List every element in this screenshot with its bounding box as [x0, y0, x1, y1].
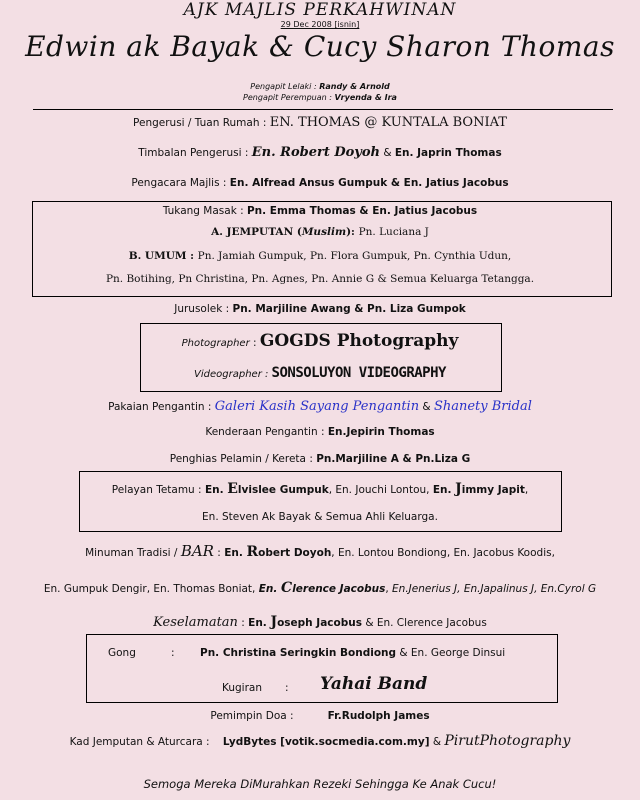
pelayan-line-2: En. Steven Ak Bayak & Semua Ahli Keluarga.: [202, 511, 438, 523]
minuman-en: En.: [224, 547, 247, 559]
minuman-line2-a: En. Gumpuk Dengir, En. Thomas Boniat,: [43, 583, 259, 595]
minuman-label: Minuman Tradisi /: [85, 547, 181, 559]
pengapit-perempuan: [0, 93, 640, 102]
minuman-name: obert Doyoh: [258, 547, 332, 559]
gong-sep: :: [171, 647, 175, 659]
photographer-sep: :: [249, 337, 260, 349]
pelayan-cap-j: J: [455, 481, 462, 497]
kad-sep: &: [429, 736, 445, 748]
pelayan-en-1: En.: [204, 484, 228, 496]
jemputan-value: Pn. Luciana J: [358, 226, 429, 238]
tukang-masak-value: Pn. Emma Thomas & En. Jatius Jacobus: [246, 205, 478, 217]
pelayan-label: Pelayan Tetamu :: [111, 484, 205, 496]
keselamatan-cap-j: J: [270, 614, 278, 630]
pengacara-label: Pengacara Majlis :: [131, 177, 230, 189]
penghias-value: Pn.Marjiline A & Pn.Liza G: [316, 453, 471, 465]
minuman-cap-c: C: [281, 580, 293, 596]
pengerusi-label: Pengerusi / Tuan Rumah :: [133, 117, 270, 129]
kenderaan-row: [0, 426, 640, 438]
jemputan-label-a: A. JEMPUTAN (: [211, 226, 302, 238]
event-date: 29 Dec 2008 [isnin]: [280, 20, 360, 29]
keselamatan-name: oseph Jacobus: [277, 617, 362, 629]
pengerusi-row: [0, 115, 640, 130]
timbalan-value-2: En. Japrin Thomas: [394, 147, 502, 159]
minuman-row-2: [0, 580, 640, 596]
pengapit-lelaki: [0, 82, 640, 91]
kad-value-1: LydBytes [votik.socmedia.com.my]: [222, 736, 430, 748]
keselamatan-sep: :: [237, 617, 249, 629]
umum-row-2: [0, 273, 640, 285]
photographer-row: [0, 331, 640, 351]
keselamatan-label: Keselamatan: [153, 615, 238, 630]
jurusolek-value: Pn. Marjiline Awang & Pn. Liza Gumpok: [232, 303, 466, 315]
photographer-label: Photographer: [181, 338, 250, 349]
timbalan-value-1: En. Robert Doyoh: [251, 145, 380, 160]
gong-value-bold: Pn. Christina Seringkin Bondiong: [200, 647, 397, 659]
pelayan-en-2: En.: [432, 484, 456, 496]
umum-label: B. UMUM :: [128, 250, 198, 262]
minuman-line2-name: lerence Jacobus: [292, 583, 386, 595]
pengerusi-value: EN. THOMAS @ KUNTALA BONIAT: [269, 115, 507, 130]
pengacara-row: [0, 177, 640, 189]
pengapit-perempuan-value: Vryenda & Ira: [334, 93, 397, 102]
pakaian-label: Pakaian Pengantin :: [108, 401, 215, 413]
tukang-masak-label: Tukang Masak :: [162, 205, 247, 217]
gong-value: [200, 647, 505, 659]
pemimpin-value: Fr.Rudolph James: [327, 710, 430, 722]
jemputan-row: [0, 226, 640, 238]
kugiran-value: Yahai Band: [320, 674, 428, 694]
pakaian-sep: &: [419, 401, 434, 413]
pemimpin-row: [0, 710, 640, 722]
minuman-row-1: [0, 542, 640, 560]
penghias-row: [0, 453, 640, 465]
jurusolek-label: Jurusolek :: [174, 303, 233, 315]
kad-value-2: PirutPhotography: [444, 733, 571, 749]
pelayan-comma: ,: [524, 484, 529, 496]
gong-value-rest: En. George Dinsui: [410, 647, 506, 659]
pengacara-value: En. Alfread Ansus Gumpuk & En. Jatius Jacobus: [229, 177, 509, 189]
minuman-sep: :: [213, 547, 225, 559]
keselamatan-row: [0, 614, 640, 630]
pakaian-row: [0, 399, 640, 414]
jemputan-label-b: Muslim: [301, 226, 347, 238]
pengapit-lelaki-label: Pengapit Lelaki :: [250, 82, 320, 91]
timbalan-row: [0, 145, 640, 160]
pengapit-lelaki-value: Randy & Arnold: [319, 82, 390, 91]
page-title: AJK MAJLIS PERKAHWINAN: [183, 0, 457, 20]
timbalan-label: Timbalan Pengerusi :: [138, 147, 252, 159]
pelayan-mid: , En. Jouchi Lontou,: [328, 484, 433, 496]
minuman-cap-r: R: [246, 544, 259, 560]
gong-label: Gong: [108, 647, 136, 659]
pakaian-value-2: Shanety Bridal: [433, 399, 532, 414]
pelayan-name-1: lvislee Gumpuk: [237, 484, 329, 496]
pengapit-perempuan-label: Pengapit Perempuan :: [243, 93, 335, 102]
minuman-line2-rest: En.Jenerius J, En.Japalinus J, En.Cyrol G: [392, 583, 597, 595]
footer-blessing: Semoga Mereka DiMurahkan Rezeki Sehingga Ke Anak Cucu!: [143, 777, 497, 791]
pelayan-row-2: [0, 511, 640, 523]
pelayan-name-2: immy Japit: [461, 484, 525, 496]
pemimpin-label: Pemimpin Doa :: [210, 710, 294, 722]
kad-row: [0, 733, 640, 749]
umum-value-2: Pn. Botihing, Pn Christina, Pn. Agnes, Pn. Annie G & Semua Keluarga Tetangga.: [105, 273, 535, 285]
videographer-label: Videographer :: [194, 369, 272, 380]
keselamatan-rest: & En. Clerence Jacobus: [361, 617, 487, 629]
kenderaan-value: En.Jepirin Thomas: [327, 426, 435, 438]
umum-row-1: [0, 250, 640, 262]
kenderaan-label: Kenderaan Pengantin :: [205, 426, 328, 438]
kugiran-sep: :: [285, 682, 289, 694]
kad-label: Kad Jemputan & Aturcara :: [69, 736, 213, 748]
pelayan-cap-e: E: [227, 481, 238, 497]
timbalan-sep: &: [379, 147, 395, 159]
jemputan-label-c: ):: [346, 226, 359, 238]
gong-amp: &: [396, 647, 411, 659]
minuman-line2-comma: ,: [385, 583, 393, 595]
jurusolek-row: [0, 303, 640, 315]
pakaian-value-1: Galeri Kasih Sayang Pengantin: [214, 399, 420, 414]
couple-names: Edwin ak Bayak & Cucy Sharon Thomas: [25, 30, 615, 63]
minuman-line2-en: En.: [258, 583, 282, 595]
videographer-row: [0, 362, 640, 381]
pelayan-row-1: [0, 481, 640, 497]
minuman-rest: , En. Lontou Bondiong, En. Jacobus Koodis,: [331, 547, 555, 559]
penghias-label: Penghias Pelamin / Kereta :: [169, 453, 317, 465]
videographer-value: SONSOLUYON VIDEOGRAPHY: [271, 365, 446, 381]
keselamatan-en: En.: [248, 617, 271, 629]
umum-value-1: Pn. Jamiah Gumpuk, Pn. Flora Gumpuk, Pn. Cynthia Udun,: [197, 250, 512, 262]
header-divider: [33, 109, 613, 110]
tukang-masak-row: [0, 205, 640, 217]
minuman-bar: BAR: [180, 542, 214, 560]
photographer-value: GOGDS Photography: [259, 331, 459, 351]
kugiran-label: Kugiran: [222, 682, 263, 694]
